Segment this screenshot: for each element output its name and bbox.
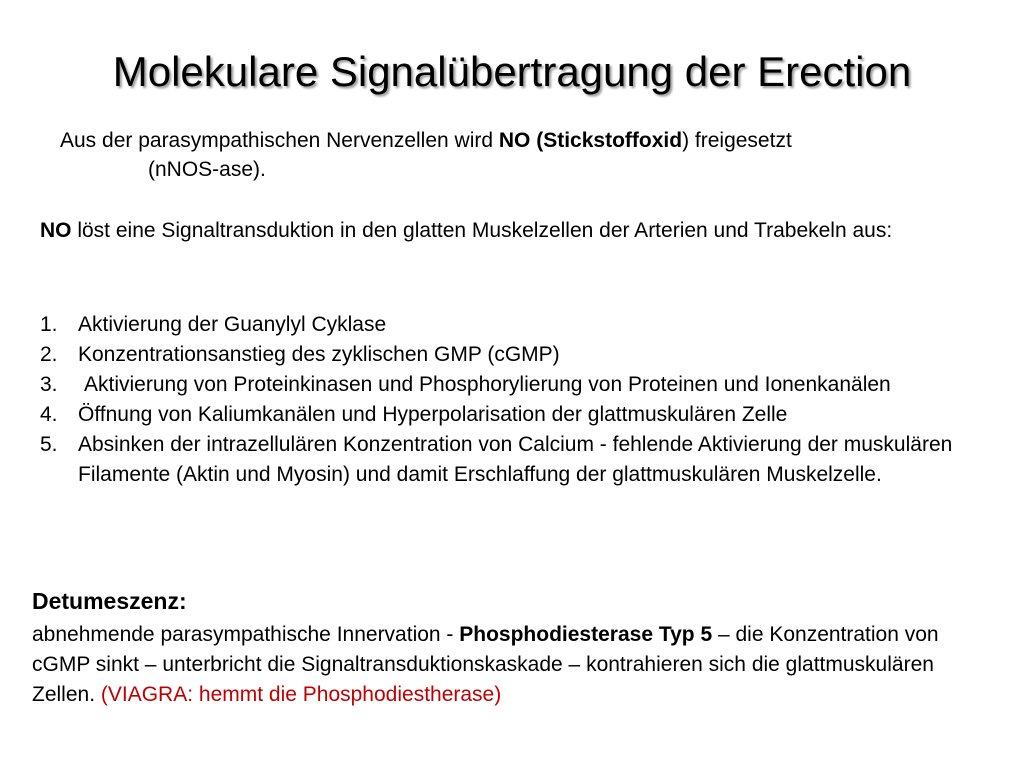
list-item [40, 430, 980, 490]
list-item-text: Öffnung von Kaliumkanälen und Hyperpolarisation der glattmuskulären Zelle [78, 403, 788, 426]
list-item-number: 4. [40, 403, 58, 426]
list-item-text: Absinken der intrazellulären Konzentration von Calcium - fehlende Aktivierung der muskulären Filamente (Aktin und Myosin) und damit Erschlaffung der glattmuskulären Muskelzelle. [78, 433, 953, 486]
steps-list [40, 310, 980, 490]
list-item-number: 2. [40, 343, 58, 366]
no-paragraph-text: löst eine Signaltransduktion in den glatten Muskelzellen der Arterien und Trabekeln aus: [71, 219, 893, 242]
detumeszenz-text-bold: Phosphodiesterase Typ 5 [459, 623, 713, 646]
detumeszenz-paragraph [32, 620, 992, 710]
intro-text-pre: Aus der parasympathischen Nervenzellen wird [60, 129, 499, 152]
list-item-number: 3. [40, 373, 58, 396]
detumeszenz-text-post: – die Konzentration von cGMP sinkt – unterbricht die Signaltransduktionskaskade – kontrahieren sich die glattmuskulären Zellen. [32, 623, 939, 706]
no-paragraph-bold: NO [40, 219, 72, 242]
intro-text-line2: (nNOS-ase). [148, 158, 266, 181]
intro-paragraph [60, 126, 1000, 184]
list-item [40, 400, 980, 430]
list-item-number: 1. [40, 313, 58, 336]
detumeszenz-text-pre: abnehmende parasympathische Innervation - [32, 623, 460, 646]
viagra-note: (VIAGRA: hemmt die Phosphodiestherase) [100, 683, 502, 706]
list-item-number: 5. [40, 433, 58, 456]
detumeszenz-heading: Detumeszenz: [32, 588, 187, 614]
list-item [40, 310, 980, 340]
list-item [40, 340, 980, 370]
list-item-text: Konzentrationsanstieg des zyklischen GMP (cGMP) [78, 343, 560, 366]
intro-text-bold: NO (Stickstoffoxid [498, 129, 683, 152]
list-item [40, 370, 980, 400]
intro-text-post: ) freigesetzt [682, 129, 792, 152]
no-paragraph [40, 216, 970, 246]
slide-title: Molekulare Signalübertragung der Erection [112, 48, 912, 95]
list-item-text: Aktivierung der Guanylyl Cyklase [78, 313, 387, 336]
list-item-text: Aktivierung von Proteinkinasen und Phosphorylierung von Proteinen und Ionenkanälen [84, 373, 891, 396]
